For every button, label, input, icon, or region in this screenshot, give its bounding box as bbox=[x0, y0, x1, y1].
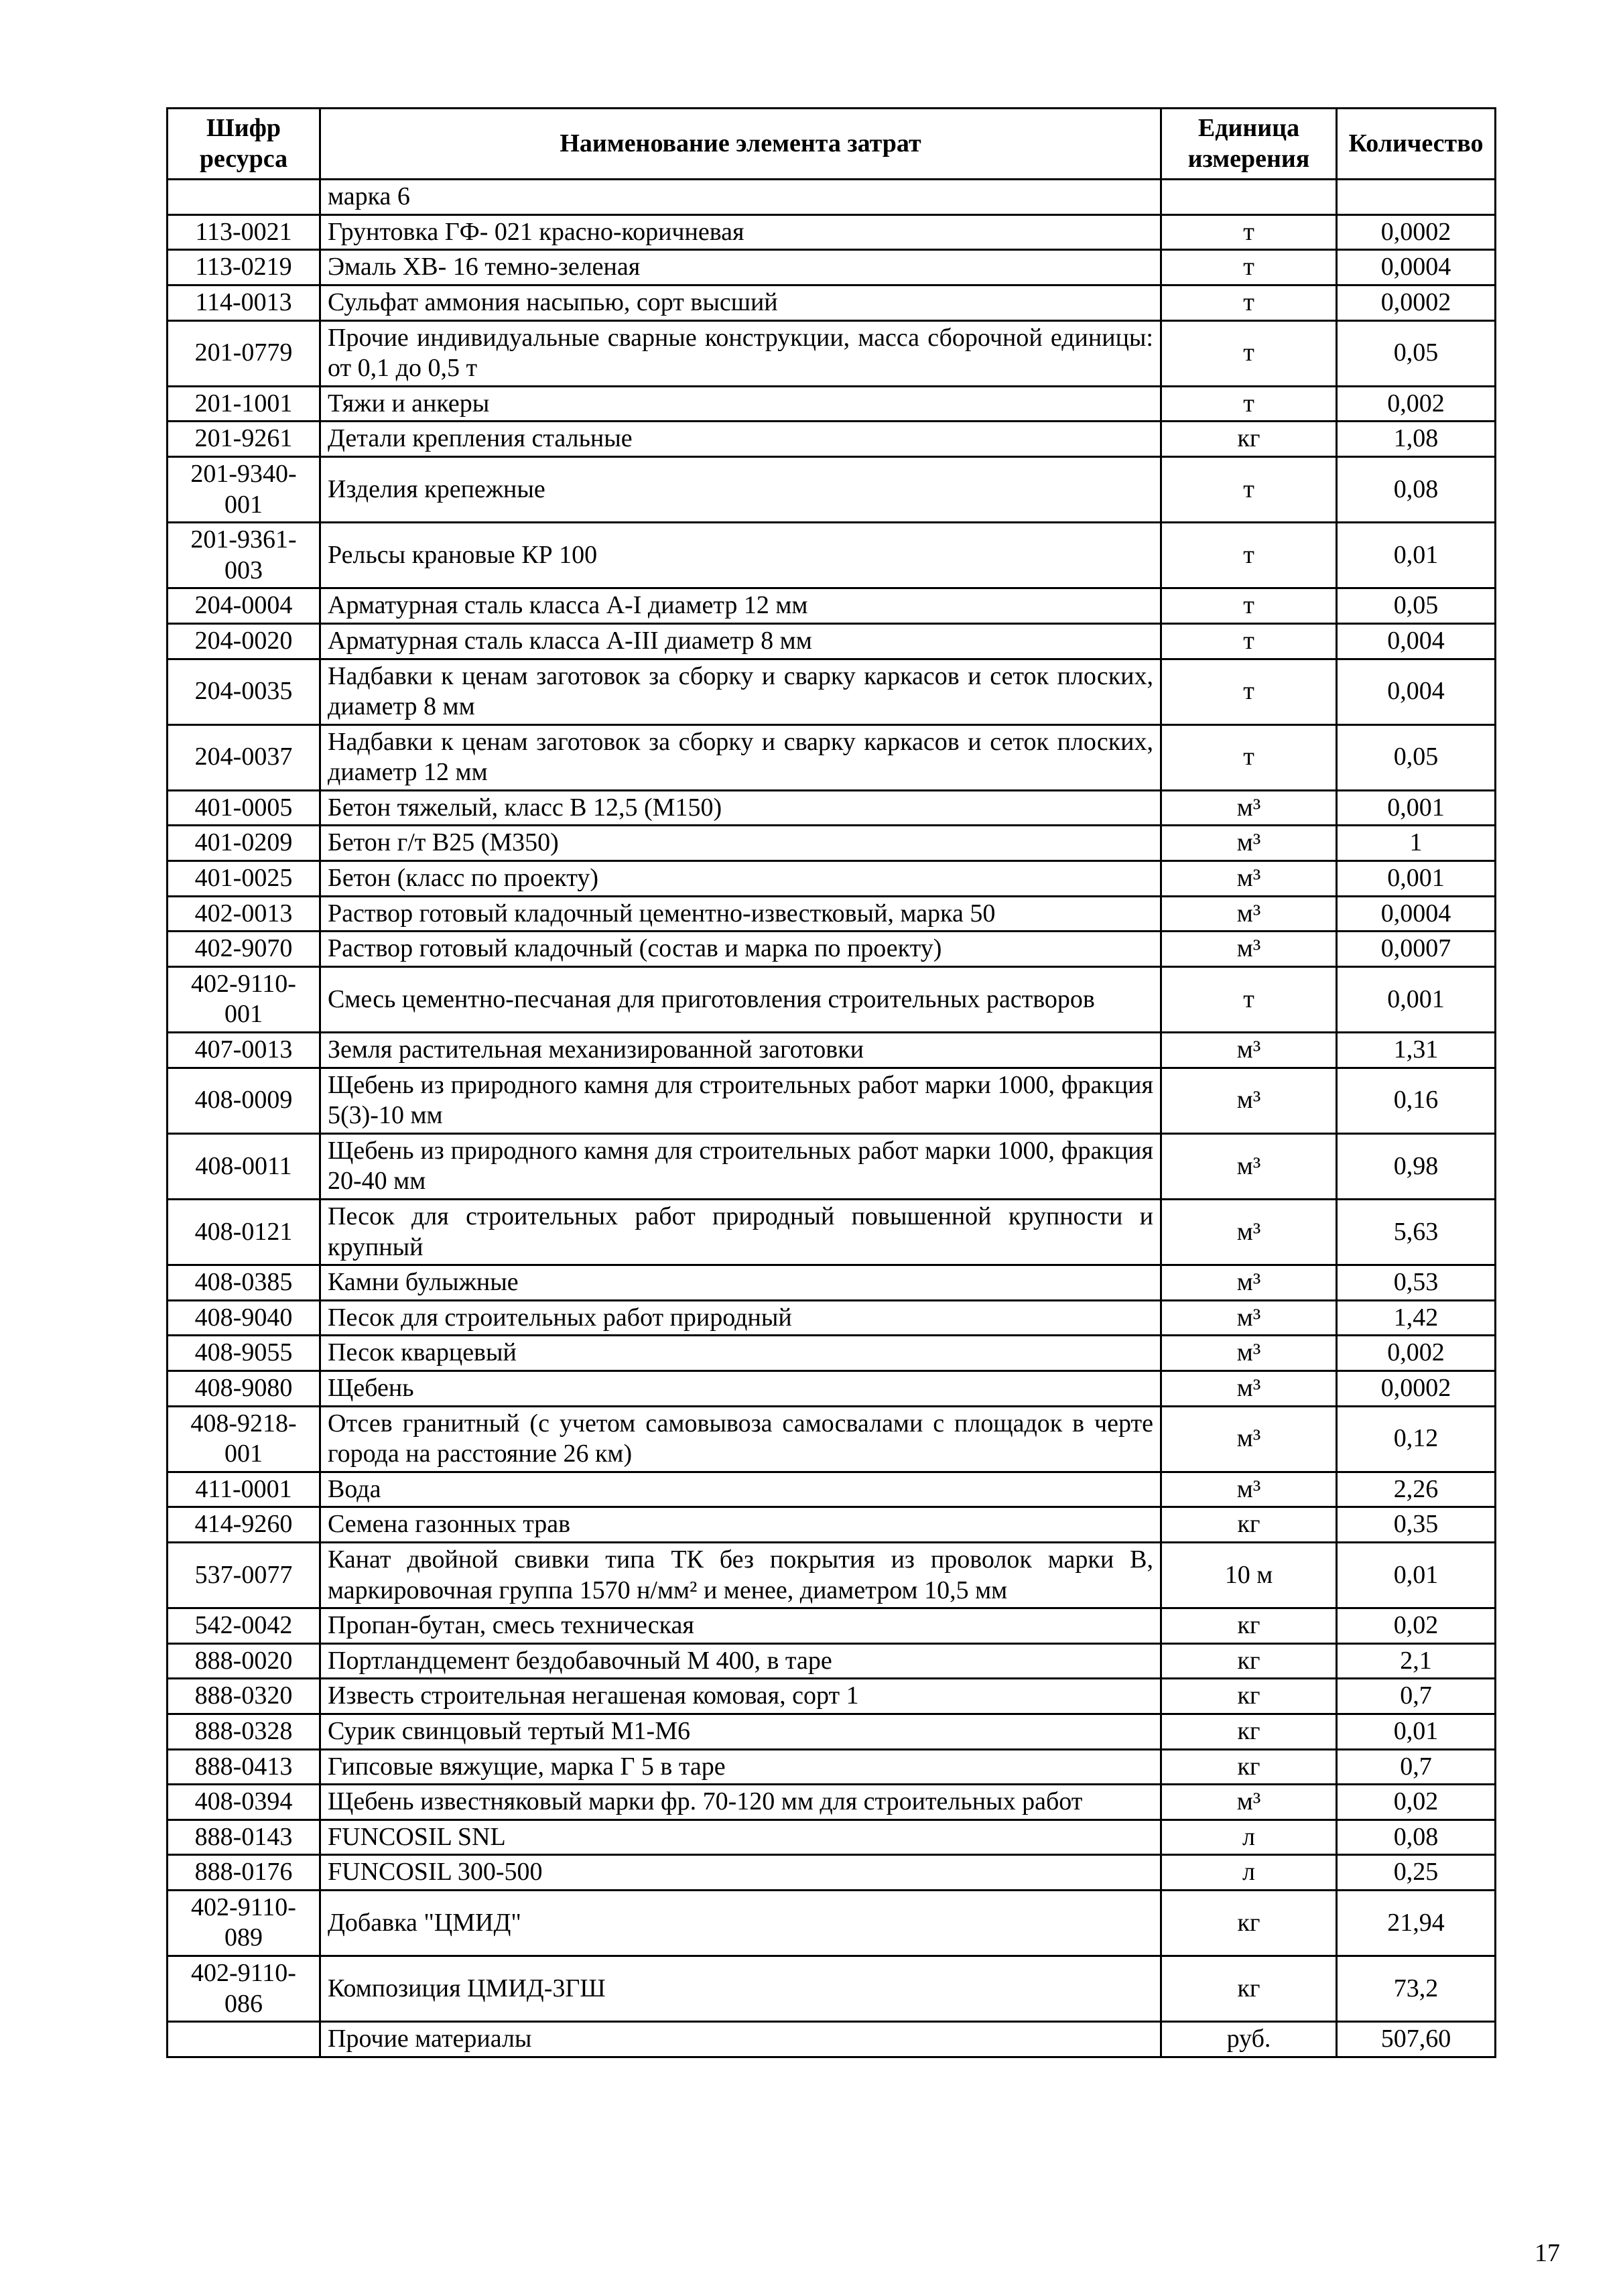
cell-qty: 0,7 bbox=[1337, 1679, 1496, 1714]
cell-name: Надбавки к ценам заготовок за сборку и сварку каркасов и сеток плоских, диаметр 12 мм bbox=[320, 724, 1161, 790]
cell-unit: т bbox=[1161, 523, 1337, 588]
cell-unit: м³ bbox=[1161, 1033, 1337, 1068]
cell-qty: 0,35 bbox=[1337, 1507, 1496, 1543]
cell-name: Щебень из природного камня для строительных работ марки 1000, фракция 5(3)-10 мм bbox=[320, 1068, 1161, 1133]
table-body bbox=[168, 180, 1496, 2057]
cell-qty: 5,63 bbox=[1337, 1200, 1496, 1265]
cell-unit: м³ bbox=[1161, 861, 1337, 897]
table-row bbox=[168, 724, 1496, 790]
table-row bbox=[168, 386, 1496, 422]
cell-code: 204-0004 bbox=[168, 588, 320, 624]
cell-unit: л bbox=[1161, 1820, 1337, 1855]
cell-qty: 2,26 bbox=[1337, 1472, 1496, 1507]
cell-name: Эмаль ХВ- 16 темно-зеленая bbox=[320, 250, 1161, 285]
table-row bbox=[168, 1643, 1496, 1679]
cell-code: 114-0013 bbox=[168, 285, 320, 320]
cell-name: Вода bbox=[320, 1472, 1161, 1507]
cell-code: 201-9340- 001 bbox=[168, 456, 320, 522]
table-row bbox=[168, 250, 1496, 285]
cell-name: Раствор готовый кладочный (состав и марка по проекту) bbox=[320, 932, 1161, 967]
cell-qty: 0,0007 bbox=[1337, 932, 1496, 967]
cell-unit: м³ bbox=[1161, 1265, 1337, 1301]
table-row bbox=[168, 1300, 1496, 1336]
cell-code: 408-9080 bbox=[168, 1370, 320, 1406]
cell-qty: 0,0002 bbox=[1337, 214, 1496, 250]
cell-code: 888-0143 bbox=[168, 1820, 320, 1855]
cell-code: 402-9110- 089 bbox=[168, 1890, 320, 1956]
cell-unit: м³ bbox=[1161, 1200, 1337, 1265]
table-row bbox=[168, 1542, 1496, 1608]
cell-name: Арматурная сталь класса А-III диаметр 8 мм bbox=[320, 623, 1161, 659]
cell-unit: кг bbox=[1161, 1679, 1337, 1714]
cell-code bbox=[168, 2022, 320, 2057]
cell-code: 113-0219 bbox=[168, 250, 320, 285]
table-header-row bbox=[168, 109, 1496, 180]
table-row bbox=[168, 1068, 1496, 1133]
cell-code: 201-0779 bbox=[168, 320, 320, 386]
cell-code: 888-0020 bbox=[168, 1643, 320, 1679]
cell-name: Гипсовые вяжущие, марка Г 5 в таре bbox=[320, 1749, 1161, 1785]
cell-code bbox=[168, 180, 320, 215]
cell-unit bbox=[1161, 180, 1337, 215]
cell-code: 402-9070 bbox=[168, 932, 320, 967]
cell-unit: м³ bbox=[1161, 790, 1337, 826]
cell-unit: м³ bbox=[1161, 1472, 1337, 1507]
cell-code: 201-9361- 003 bbox=[168, 523, 320, 588]
cell-name: Арматурная сталь класса А-I диаметр 12 мм bbox=[320, 588, 1161, 624]
cell-unit: руб. bbox=[1161, 2022, 1337, 2057]
cell-code: 401-0209 bbox=[168, 826, 320, 861]
cell-qty: 0,02 bbox=[1337, 1608, 1496, 1644]
cell-code: 888-0413 bbox=[168, 1749, 320, 1785]
cell-qty: 0,98 bbox=[1337, 1133, 1496, 1199]
table-row bbox=[168, 861, 1496, 897]
table-row bbox=[168, 1890, 1496, 1956]
table-row bbox=[168, 1033, 1496, 1068]
cell-unit: кг bbox=[1161, 1507, 1337, 1543]
cell-unit: т bbox=[1161, 588, 1337, 624]
cell-qty: 0,01 bbox=[1337, 523, 1496, 588]
cell-name: Пропан-бутан, смесь техническая bbox=[320, 1608, 1161, 1644]
cell-code: 408-0011 bbox=[168, 1133, 320, 1199]
cell-qty: 1,31 bbox=[1337, 1033, 1496, 1068]
table-row bbox=[168, 1608, 1496, 1644]
cell-name: Песок для строительных работ природный bbox=[320, 1300, 1161, 1336]
cell-qty: 0,53 bbox=[1337, 1265, 1496, 1301]
cell-qty: 0,0004 bbox=[1337, 896, 1496, 932]
table-row bbox=[168, 1820, 1496, 1855]
table-row bbox=[168, 285, 1496, 320]
table-row bbox=[168, 826, 1496, 861]
cell-name: Прочие материалы bbox=[320, 2022, 1161, 2057]
cell-unit: кг bbox=[1161, 1643, 1337, 1679]
cell-qty: 0,002 bbox=[1337, 386, 1496, 422]
cell-name: Портландцемент бездобавочный М 400, в таре bbox=[320, 1643, 1161, 1679]
cell-code: 537-0077 bbox=[168, 1542, 320, 1608]
cell-unit: 10 м bbox=[1161, 1542, 1337, 1608]
cell-unit: м³ bbox=[1161, 1370, 1337, 1406]
cell-code: 408-0121 bbox=[168, 1200, 320, 1265]
cell-code: 201-9261 bbox=[168, 422, 320, 457]
cell-unit: м³ bbox=[1161, 826, 1337, 861]
cell-name: Бетон (класс по проекту) bbox=[320, 861, 1161, 897]
cell-qty: 0,08 bbox=[1337, 1820, 1496, 1855]
table-row bbox=[168, 966, 1496, 1032]
cell-name: Щебень из природного камня для строительных работ марки 1000, фракция 20-40 мм bbox=[320, 1133, 1161, 1199]
cell-code: 204-0020 bbox=[168, 623, 320, 659]
cell-qty: 0,001 bbox=[1337, 966, 1496, 1032]
cell-name: FUNCOSIL SNL bbox=[320, 1820, 1161, 1855]
cell-code: 408-0009 bbox=[168, 1068, 320, 1133]
table-row bbox=[168, 320, 1496, 386]
cell-unit: кг bbox=[1161, 1608, 1337, 1644]
table-row bbox=[168, 1749, 1496, 1785]
cell-qty: 0,08 bbox=[1337, 456, 1496, 522]
cell-unit: т bbox=[1161, 250, 1337, 285]
cell-qty: 0,001 bbox=[1337, 790, 1496, 826]
table-row bbox=[168, 1714, 1496, 1749]
table-row bbox=[168, 1785, 1496, 1820]
cell-name: Изделия крепежные bbox=[320, 456, 1161, 522]
cell-name: Бетон г/т В25 (М350) bbox=[320, 826, 1161, 861]
cell-unit: т bbox=[1161, 724, 1337, 790]
cell-name: Тяжи и анкеры bbox=[320, 386, 1161, 422]
cell-name: Бетон тяжелый, класс В 12,5 (М150) bbox=[320, 790, 1161, 826]
table-row bbox=[168, 1956, 1496, 2022]
cell-qty: 0,7 bbox=[1337, 1749, 1496, 1785]
table-row bbox=[168, 180, 1496, 215]
cell-name: FUNCOSIL 300-500 bbox=[320, 1855, 1161, 1891]
header-unit: Единица измерения bbox=[1161, 109, 1337, 180]
cell-qty: 0,01 bbox=[1337, 1542, 1496, 1608]
cell-unit: кг bbox=[1161, 1714, 1337, 1749]
table-row bbox=[168, 896, 1496, 932]
cell-code: 408-0394 bbox=[168, 1785, 320, 1820]
table-row bbox=[168, 214, 1496, 250]
cell-code: 408-0385 bbox=[168, 1265, 320, 1301]
cell-qty: 0,02 bbox=[1337, 1785, 1496, 1820]
cell-unit: т bbox=[1161, 623, 1337, 659]
cell-name: Песок для строительных работ природный повышенной крупности и крупный bbox=[320, 1200, 1161, 1265]
cell-qty: 0,12 bbox=[1337, 1406, 1496, 1472]
cell-unit: кг bbox=[1161, 1890, 1337, 1956]
cell-name: Отсев гранитный (с учетом самовывоза самосвалами с площадок в черте города на расстояние 26 км) bbox=[320, 1406, 1161, 1472]
cell-qty: 1,08 bbox=[1337, 422, 1496, 457]
cell-code: 414-9260 bbox=[168, 1507, 320, 1543]
cell-name: Щебень известняковый марки фр. 70-120 мм для строительных работ bbox=[320, 1785, 1161, 1820]
cell-unit: м³ bbox=[1161, 896, 1337, 932]
cell-name: Земля растительная механизированной заготовки bbox=[320, 1033, 1161, 1068]
cell-qty: 1 bbox=[1337, 826, 1496, 861]
cell-code: 888-0328 bbox=[168, 1714, 320, 1749]
table-row bbox=[168, 790, 1496, 826]
cell-code: 411-0001 bbox=[168, 1472, 320, 1507]
cell-unit: т bbox=[1161, 320, 1337, 386]
cell-qty: 21,94 bbox=[1337, 1890, 1496, 1956]
cell-unit: т bbox=[1161, 659, 1337, 724]
cell-code: 113-0021 bbox=[168, 214, 320, 250]
header-code: Шифр ресурса bbox=[168, 109, 320, 180]
cell-name: Песок кварцевый bbox=[320, 1336, 1161, 1371]
cell-name: марка 6 bbox=[320, 180, 1161, 215]
cell-qty: 0,004 bbox=[1337, 659, 1496, 724]
cell-unit: т bbox=[1161, 214, 1337, 250]
cell-code: 201-1001 bbox=[168, 386, 320, 422]
table-row bbox=[168, 1507, 1496, 1543]
table-row bbox=[168, 932, 1496, 967]
table-row bbox=[168, 456, 1496, 522]
cell-unit: кг bbox=[1161, 422, 1337, 457]
cell-name: Сульфат аммония насыпью, сорт высший bbox=[320, 285, 1161, 320]
table-row bbox=[168, 1370, 1496, 1406]
cell-code: 407-0013 bbox=[168, 1033, 320, 1068]
cell-name: Сурик свинцовый тертый М1-М6 bbox=[320, 1714, 1161, 1749]
cell-qty: 2,1 bbox=[1337, 1643, 1496, 1679]
cell-qty: 0,16 bbox=[1337, 1068, 1496, 1133]
cell-name: Рельсы крановые КР 100 bbox=[320, 523, 1161, 588]
cell-name: Добавка "ЦМИД" bbox=[320, 1890, 1161, 1956]
cell-unit: т bbox=[1161, 285, 1337, 320]
cell-code: 402-9110- 086 bbox=[168, 1956, 320, 2022]
cell-code: 888-0176 bbox=[168, 1855, 320, 1891]
table-row bbox=[168, 2022, 1496, 2057]
cell-code: 204-0037 bbox=[168, 724, 320, 790]
table-row bbox=[168, 1472, 1496, 1507]
cell-unit: м³ bbox=[1161, 1300, 1337, 1336]
cell-name: Прочие индивидуальные сварные конструкции, масса сборочной единицы: от 0,1 до 0,5 т bbox=[320, 320, 1161, 386]
table-row bbox=[168, 623, 1496, 659]
cell-name: Грунтовка ГФ- 021 красно-коричневая bbox=[320, 214, 1161, 250]
cell-qty: 0,01 bbox=[1337, 1714, 1496, 1749]
cell-qty: 0,002 bbox=[1337, 1336, 1496, 1371]
cell-name: Известь строительная негашеная комовая, сорт 1 bbox=[320, 1679, 1161, 1714]
cell-code: 888-0320 bbox=[168, 1679, 320, 1714]
cell-code: 402-0013 bbox=[168, 896, 320, 932]
cell-qty: 0,0002 bbox=[1337, 285, 1496, 320]
table-row bbox=[168, 1133, 1496, 1199]
table-row bbox=[168, 1855, 1496, 1891]
cell-qty: 0,004 bbox=[1337, 623, 1496, 659]
cell-qty: 0,25 bbox=[1337, 1855, 1496, 1891]
cell-qty: 1,42 bbox=[1337, 1300, 1496, 1336]
cell-unit: м³ bbox=[1161, 1785, 1337, 1820]
cell-unit: т bbox=[1161, 966, 1337, 1032]
table-row bbox=[168, 422, 1496, 457]
cell-code: 401-0005 bbox=[168, 790, 320, 826]
cell-unit: м³ bbox=[1161, 932, 1337, 967]
cell-unit: т bbox=[1161, 386, 1337, 422]
cell-unit: т bbox=[1161, 456, 1337, 522]
cell-code: 401-0025 bbox=[168, 861, 320, 897]
table-row bbox=[168, 1265, 1496, 1301]
cell-code: 408-9040 bbox=[168, 1300, 320, 1336]
cell-qty: 0,05 bbox=[1337, 724, 1496, 790]
cell-code: 408-9055 bbox=[168, 1336, 320, 1371]
cell-qty: 0,05 bbox=[1337, 320, 1496, 386]
cell-qty: 0,001 bbox=[1337, 861, 1496, 897]
cell-code: 408-9218- 001 bbox=[168, 1406, 320, 1472]
header-qty: Количество bbox=[1337, 109, 1496, 180]
cell-name: Канат двойной свивки типа ТК без покрытия из проволок марки В, маркировочная группа 1570 н/мм² и менее, диаметром 10,5 мм bbox=[320, 1542, 1161, 1608]
header-name: Наименование элемента затрат bbox=[320, 109, 1161, 180]
cell-name: Детали крепления стальные bbox=[320, 422, 1161, 457]
cell-name: Семена газонных трав bbox=[320, 1507, 1161, 1543]
cell-qty: 73,2 bbox=[1337, 1956, 1496, 2022]
table-row bbox=[168, 1200, 1496, 1265]
table-row bbox=[168, 523, 1496, 588]
cell-qty: 0,05 bbox=[1337, 588, 1496, 624]
cell-qty bbox=[1337, 180, 1496, 215]
cell-unit: л bbox=[1161, 1855, 1337, 1891]
table-row bbox=[168, 1679, 1496, 1714]
cell-unit: м³ bbox=[1161, 1133, 1337, 1199]
cell-unit: м³ bbox=[1161, 1068, 1337, 1133]
cell-code: 542-0042 bbox=[168, 1608, 320, 1644]
cell-name: Композиция ЦМИД-3ГШ bbox=[320, 1956, 1161, 2022]
cell-unit: кг bbox=[1161, 1749, 1337, 1785]
cell-qty: 0,0002 bbox=[1337, 1370, 1496, 1406]
table-row bbox=[168, 659, 1496, 724]
cell-unit: кг bbox=[1161, 1956, 1337, 2022]
page-number: 17 bbox=[1535, 2239, 1560, 2267]
table-row bbox=[168, 1336, 1496, 1371]
cell-qty: 507,60 bbox=[1337, 2022, 1496, 2057]
cell-name: Щебень bbox=[320, 1370, 1161, 1406]
cell-name: Смесь цементно-песчаная для приготовления строительных растворов bbox=[320, 966, 1161, 1032]
table-row bbox=[168, 588, 1496, 624]
cell-name: Камни булыжные bbox=[320, 1265, 1161, 1301]
cell-unit: м³ bbox=[1161, 1406, 1337, 1472]
cell-code: 402-9110- 001 bbox=[168, 966, 320, 1032]
cell-code: 204-0035 bbox=[168, 659, 320, 724]
cell-name: Раствор готовый кладочный цементно-известковый, марка 50 bbox=[320, 896, 1161, 932]
cell-name: Надбавки к ценам заготовок за сборку и сварку каркасов и сеток плоских, диаметр 8 мм bbox=[320, 659, 1161, 724]
cell-qty: 0,0004 bbox=[1337, 250, 1496, 285]
cell-unit: м³ bbox=[1161, 1336, 1337, 1371]
table-row bbox=[168, 1406, 1496, 1472]
resource-table bbox=[166, 107, 1496, 2058]
